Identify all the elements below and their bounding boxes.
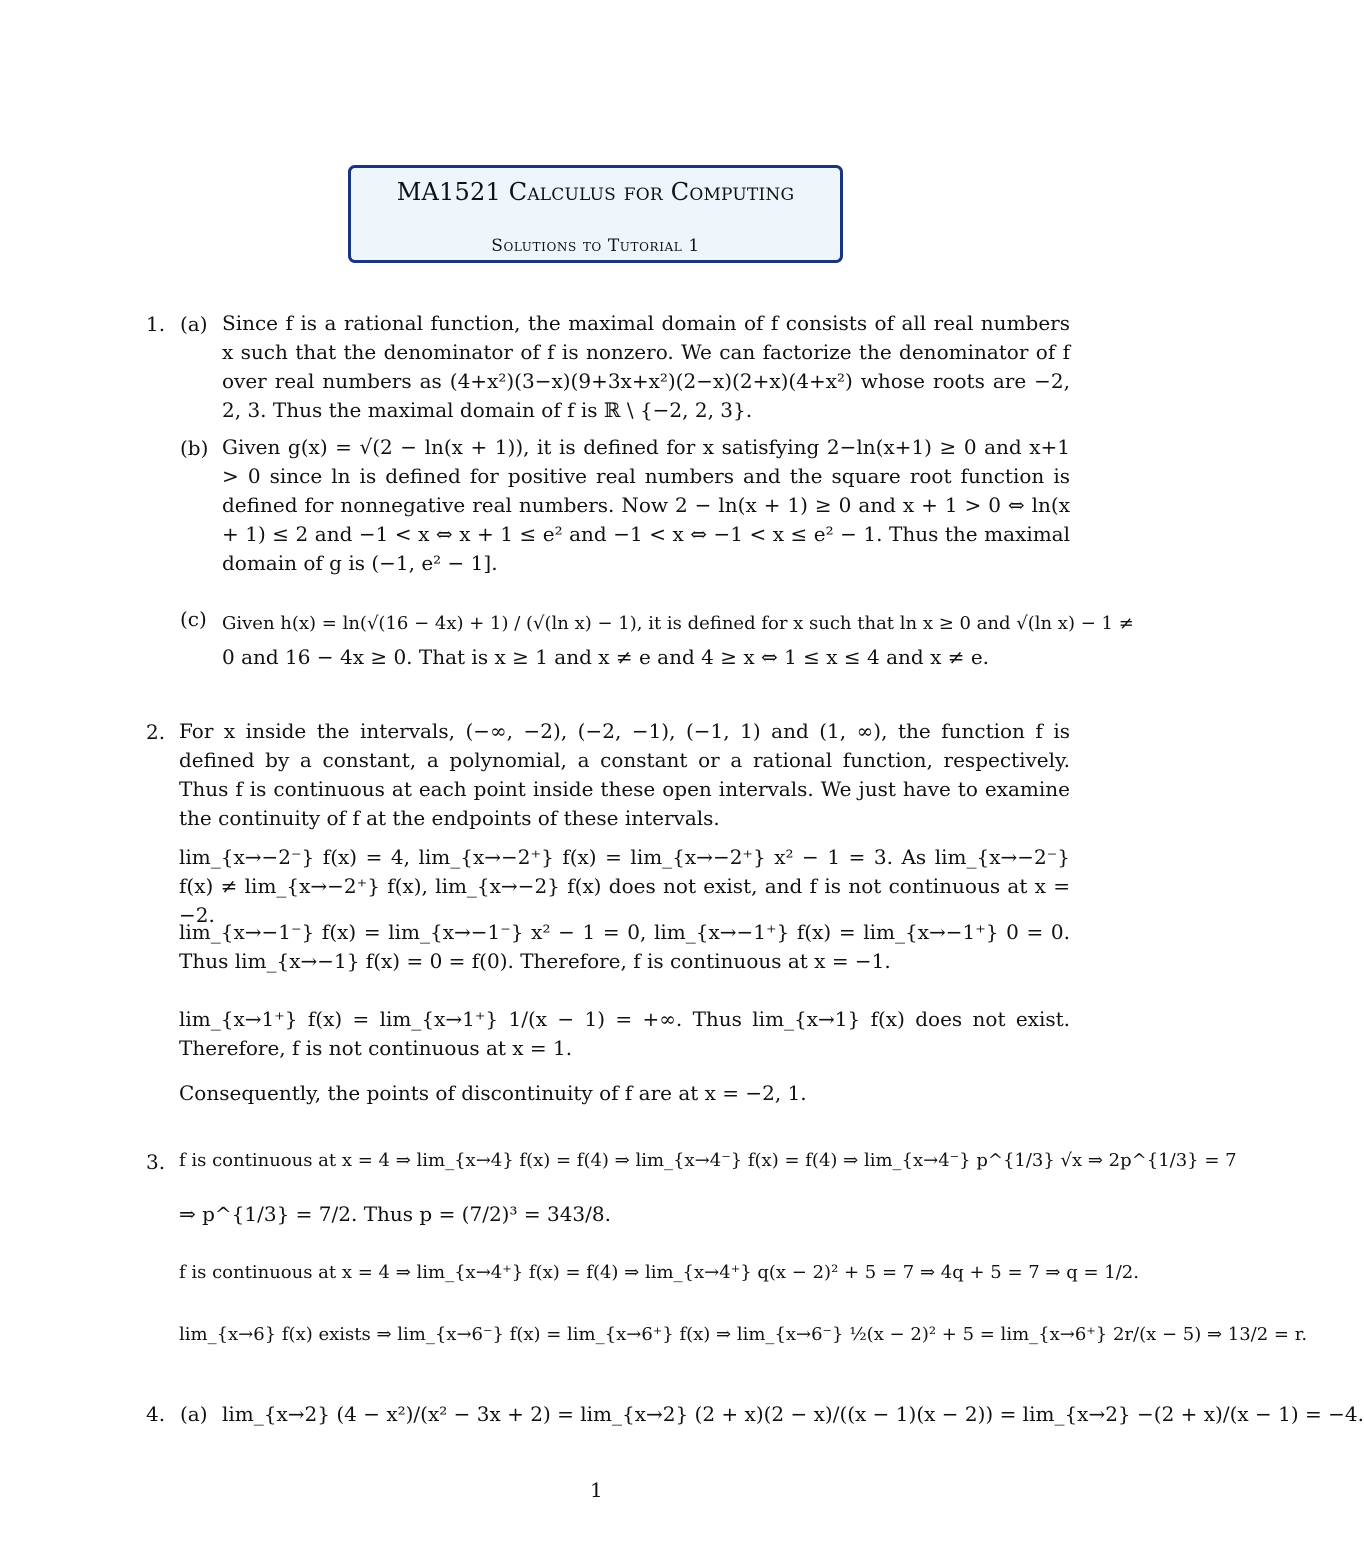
q1-part-c-text [222, 604, 1134, 670]
q1-part-b-label: (b) [180, 436, 209, 460]
q4-part-a-text: lim_{x→2} (4 − x²)/(x² − 3x + 2) = lim_{x→2} (2 + x)(2 − x)/((x − 1)(x − 2)) = lim_{x→2} −(2 + x)/(x − 1) = −4. [222, 1402, 1364, 1426]
q2-limit-at-minus-1: lim_{x→−1⁻} f(x) = lim_{x→−1⁻} x² − 1 = 0, lim_{x→−1⁺} f(x) = lim_{x→−1⁺} 0 = 0. Thus lim_{x→−1} f(x) = 0 = f(0). Therefore, f is continuous at x = −1. [179, 920, 1070, 973]
q1-part-c-line-1: Given h(x) = ln(√(16 − 4x) + 1) / (√(ln x) − 1), it is defined for x such that ln x ≥ 0 and √(ln x) − 1 ≠ [222, 613, 1134, 634]
question-number-2: 2. [146, 720, 166, 744]
q3-line-1: f is continuous at x = 4 ⇒ lim_{x→4} f(x) = f(4) ⇒ lim_{x→4⁻} f(x) = f(4) ⇒ lim_{x→4⁻} p^{1/3} √x ⇒ 2p^{1/3} = 7 [179, 1150, 1237, 1171]
q1-part-b-text: Given g(x) = √(2 − ln(x + 1)), it is defined for x satisfying 2−ln(x+1) ≥ 0 and x+1 > 0 since ln is defined for positive real numbers and the square root function is defined for nonnegative real numbers. Now 2 − ln(x + 1) ≥ 0 and x + 1 > 0 ⇔ ln(x + 1) ≤ 2 and −1 < x ⇔ x + 1 ≤ e² and −1 < x ⇔ −1 < x ≤ e² − 1. Thus the maximal domain of g is (−1, e² − 1]. [222, 435, 1070, 575]
q1-part-c-label: (c) [180, 607, 207, 631]
q1-part-a-text: Since f is a rational function, the maximal domain of f consists of all real numbers x such that the denominator of f is nonzero. We can factorize the denominator of f over real numbers as (4+x²)(3−x)(9+3x+x²)(2−x)(2+x)(4+x²) whose roots are −2, 2, 3. Thus the maximal domain of f is ℝ \ {−2, 2, 3}. [222, 311, 1070, 422]
question-number-4: 4. [146, 1402, 166, 1426]
q2-conclusion: Consequently, the points of discontinuity of f are at x = −2, 1. [179, 1081, 807, 1105]
q1-part-a-label: (a) [180, 312, 208, 336]
q2-limit-at-1: lim_{x→1⁺} f(x) = lim_{x→1⁺} 1/(x − 1) = +∞. Thus lim_{x→1} f(x) does not exist. Therefore, f is not continuous at x = 1. [179, 1007, 1070, 1060]
q2-intro: For x inside the intervals, (−∞, −2), (−2, −1), (−1, 1) and (1, ∞), the function f is defined by a constant, a polynomial, a constant or a rational function, respectively. Thus f is continuous at each point inside these open intervals. We just have to examine the continuity of f at the endpoints of these intervals. [179, 719, 1070, 830]
title-box [348, 165, 843, 263]
q2-limit-at-minus-2: lim_{x→−2⁻} f(x) = 4, lim_{x→−2⁺} f(x) = lim_{x→−2⁺} x² − 1 = 3. As lim_{x→−2⁻} f(x) ≠ lim_{x→−2⁺} f(x), lim_{x→−2} f(x) does not exist, and f is not continuous at x = −2. [179, 845, 1070, 927]
page-number: 1 [590, 1478, 603, 1502]
q3-line-3: f is continuous at x = 4 ⇒ lim_{x→4⁺} f(x) = f(4) ⇒ lim_{x→4⁺} q(x − 2)² + 5 = 7 ⇒ 4q + 5 = 7 ⇒ q = 1/2. [179, 1262, 1139, 1283]
q4-part-a-label: (a) [180, 1402, 208, 1426]
question-number-3: 3. [146, 1150, 166, 1174]
q3-line-2: ⇒ p^{1/3} = 7/2. Thus p = (7/2)³ = 343/8. [179, 1202, 611, 1226]
tutorial-subtitle: Solutions to Tutorial 1 [491, 236, 700, 256]
course-title: MA1521 Calculus for Computing [396, 178, 795, 206]
q1-part-c-line-2: 0 and 16 − 4x ≥ 0. That is x ≥ 1 and x ≠ e and 4 ≥ x ⇔ 1 ≤ x ≤ 4 and x ≠ e. [222, 645, 990, 669]
q3-line-4: lim_{x→6} f(x) exists ⇒ lim_{x→6⁻} f(x) = lim_{x→6⁺} f(x) ⇒ lim_{x→6⁻} ½(x − 2)² + 5 = lim_{x→6⁺} 2r/(x − 5) ⇒ 13/2 = r. [179, 1324, 1308, 1345]
question-number-1: 1. [146, 312, 166, 336]
